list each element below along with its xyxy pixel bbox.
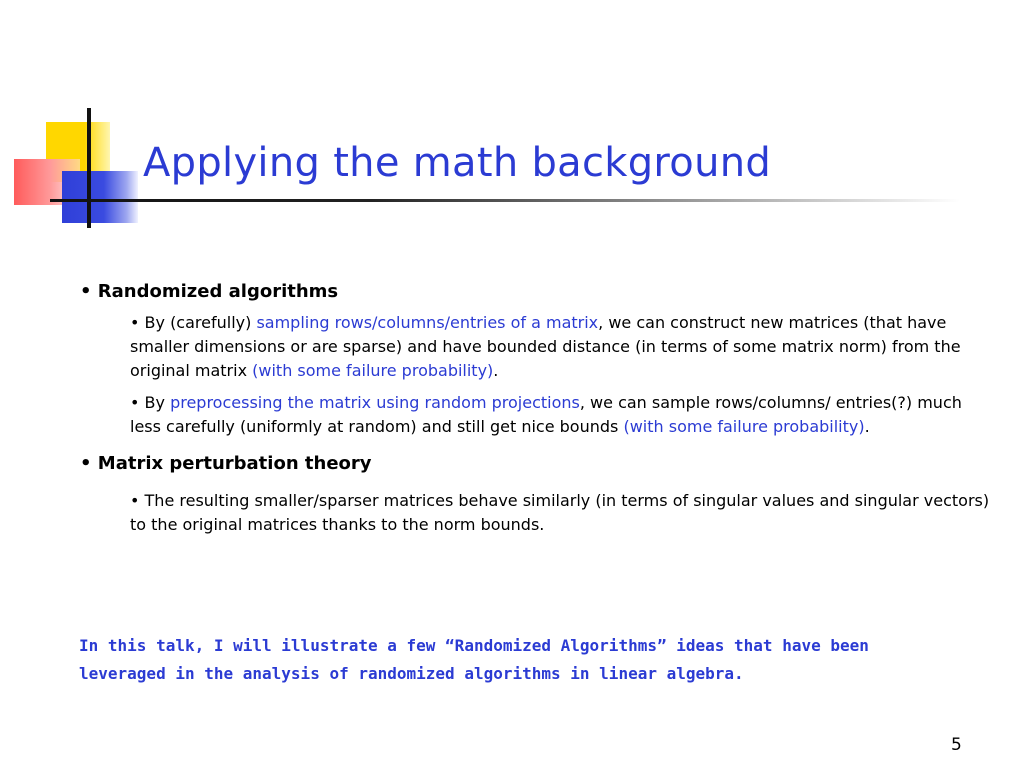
text: .: [493, 361, 499, 380]
bullet-marker: •: [80, 453, 92, 474]
bullet-marker: •: [130, 313, 140, 332]
closing-statement: In this talk, I will illustrate a few “Randomized Algorithms” ideas that have been leveraged in the analysis of randomized algorithms in linear algebra.: [79, 636, 869, 683]
decor-blue-square: [62, 171, 138, 223]
page-number: 5: [951, 735, 962, 755]
title-underline: [50, 199, 960, 202]
bullet-matrix-perturbation: [80, 453, 980, 475]
bullet-randomized-algorithms: [80, 281, 980, 303]
slide-content: [80, 281, 990, 545]
text: By (carefully): [144, 313, 257, 332]
sub-bullet-resulting-matrices: [130, 489, 990, 537]
text: .: [864, 417, 870, 436]
slide-title: Applying the math background: [143, 140, 772, 186]
highlight-text: preprocessing the matrix using random projections: [170, 393, 580, 412]
highlight-text: sampling rows/columns/entries of a matrix: [256, 313, 599, 332]
bullet-marker: •: [130, 491, 140, 510]
highlight-text: (with some failure probability): [623, 417, 865, 436]
sub-bullet-preprocessing: [130, 391, 990, 439]
highlight-text: (with some failure probability): [252, 361, 494, 380]
text: The resulting smaller/sparser matrices behave similarly (in terms of singular values and singular vectors) to the original matrices thanks to the norm bounds.: [130, 491, 990, 534]
bullet-marker: •: [130, 393, 140, 412]
text: By: [144, 393, 171, 412]
bullet-heading: Randomized algorithms: [97, 281, 339, 302]
bullet-heading: Matrix perturbation theory: [97, 453, 372, 474]
decor-vertical-line: [87, 108, 91, 228]
sub-bullet-sampling: [130, 311, 990, 383]
text: , we can sample rows/columns/ entries(?) much less carefully (uniformly at random) and still get nice bounds: [130, 393, 962, 436]
text: , we can construct new matrices (that have smaller dimensions or are sparse) and have bounded distance (in terms of some matrix norm) from the original matrix: [130, 313, 961, 380]
bullet-marker: •: [80, 281, 92, 302]
